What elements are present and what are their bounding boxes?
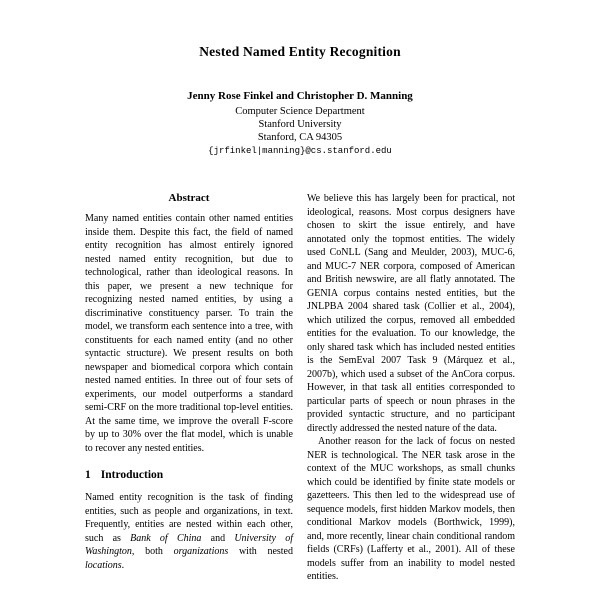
right-paragraph-1: We believe this has largely been for practical, not ideological, reasons. Most corpus designers have chosen to skirt the issue entirely, and have annotated only the topmost entities. The widely used CoNLL (Sang and Meulder, 2003), MUC-6, and MUC-7 NER corpora, composed of American and British newswire, are all flatly annotated. The GENIA corpus contains nested entities, but the JNLPBA 2004 shared task (Collier et al., 2004), which utilized the corpus, removed all embedded entities for the evaluation. To our knowledge, the only shared task which has included nested entities is the SemEval 2007 Task 9 (Márquez et al., 2007b), which used a subset of the AnCora corpus. However, in that task all entities corresponded to particular parts of speech or noun phrases in the provided syntactic structure, and no participant directly addressed the nested nature of the data. [307, 193, 515, 434]
intro-segment: Named entity recognition is the task of finding entities, such as people and organizations, in text. Frequently, entities are nested within each other, such as [85, 492, 293, 544]
intro-paragraph [85, 491, 293, 572]
intro-segment: with nested [228, 546, 293, 557]
abstract-heading: Abstract [168, 192, 210, 204]
intro-segment-italic: organizations [173, 546, 229, 557]
right-column [307, 192, 515, 584]
left-column [85, 192, 293, 584]
affiliation-department: Computer Science Department [235, 106, 365, 117]
affiliation-university: Stanford University [258, 119, 342, 130]
paper-authors: Jenny Rose Finkel and Christopher D. Manning [187, 90, 413, 102]
intro-segment-italic: Bank of China [130, 532, 202, 544]
section-number: 1 [85, 469, 91, 481]
paper-title: Nested Named Entity Recognition [199, 44, 401, 59]
intro-segment-italic: University of Washington [85, 532, 293, 557]
intro-segment: , both [131, 546, 174, 557]
section-heading-introduction [85, 469, 293, 481]
section-title: Introduction [100, 469, 164, 481]
author-email: {jrfinkel|manning}@cs.stanford.edu [208, 146, 392, 156]
abstract-text: Many named entities contain other named entities inside them. Despite this fact, the field of named entity recognition has almost entirely ignored nested named entity recognition, but due to technological, rather than ideological reasons. In this paper, we present a new technique for recognizing nested named entities, by using a discriminative constituency parser. To train the model, we transform each sentence into a tree, with constituents for each named entity (and no other syntactic structure). We present results on both newspaper and biomedical corpora which contain nested named entities. In three out of four sets of experiments, our model outperforms a standard semi-CRF on the more traditional top-level entities. At the same time, we improve the overall F-score by up to 30% over the flat model, which is unable to recover any nested entities. [85, 213, 293, 454]
right-paragraph-2: Another reason for the lack of focus on nested NER is technological. The NER task arose in the context of the MUC workshops, as small chunks which could be identified by finite state models or gazetteers. This then led to the widespread use of sequence models, first hidden Markov models, then conditional Markov models (Borthwick, 1999), and, more recently, linear chain conditional random fields (CRFs) (Lafferty et al., 2001). All of these models suffer from an inability to model nested entities. [307, 436, 515, 582]
two-column-body [85, 192, 515, 584]
intro-segment: . [121, 559, 125, 571]
affiliation-address: Stanford, CA 94305 [257, 132, 343, 143]
intro-segment: and [201, 532, 235, 544]
intro-segment-italic: locations [85, 559, 122, 571]
